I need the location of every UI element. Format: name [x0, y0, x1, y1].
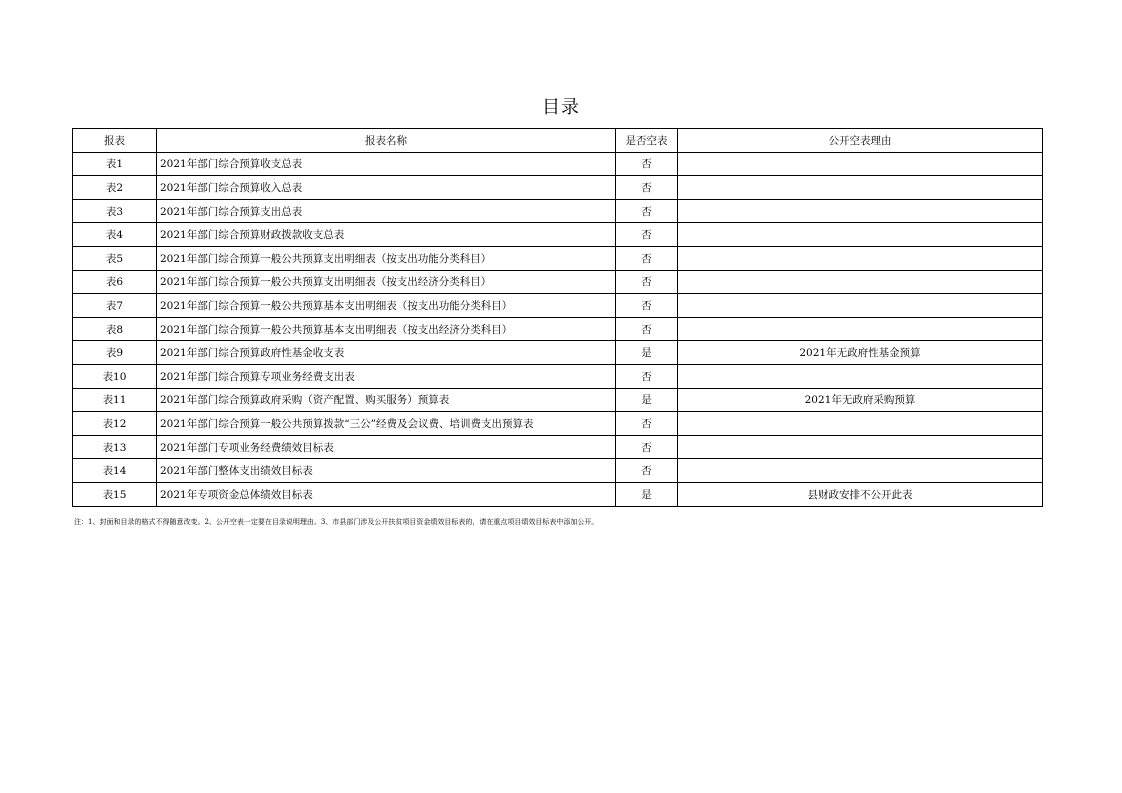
table-row — [73, 317, 1043, 341]
empty-reason — [678, 270, 1043, 294]
table-row — [73, 364, 1043, 388]
table-row — [73, 270, 1043, 294]
table-row — [73, 223, 1043, 247]
report-name: 2021年部门综合预算政府性基金收支表 — [157, 341, 616, 365]
table-row — [73, 459, 1043, 483]
report-name: 2021年部门综合预算收支总表 — [157, 152, 616, 176]
report-id: 表6 — [73, 270, 157, 294]
empty-reason — [678, 435, 1043, 459]
report-id: 表15 — [73, 482, 157, 506]
report-name: 2021年部门综合预算一般公共预算基本支出明细表（按支出经济分类科目） — [157, 317, 616, 341]
page-title: 目录 — [542, 97, 580, 118]
is-empty: 是 — [616, 388, 678, 412]
header-report-name: 报表名称 — [157, 129, 616, 153]
report-name: 2021年部门综合预算一般公共预算支出明细表（按支出经济分类科目） — [157, 270, 616, 294]
report-id: 表12 — [73, 412, 157, 436]
report-id: 表4 — [73, 223, 157, 247]
empty-reason: 县财政安排不公开此表 — [678, 482, 1043, 506]
empty-reason — [678, 223, 1043, 247]
table-row — [73, 199, 1043, 223]
report-id: 表3 — [73, 199, 157, 223]
table-row — [73, 176, 1043, 200]
report-name: 2021年部门综合预算一般公共预算支出明细表（按支出功能分类科目） — [157, 246, 616, 270]
report-id: 表1 — [73, 152, 157, 176]
report-name: 2021年部门专项业务经费绩效目标表 — [157, 435, 616, 459]
report-name: 2021年部门综合预算一般公共预算基本支出明细表（按支出功能分类科目） — [157, 294, 616, 318]
table-row — [73, 412, 1043, 436]
report-name: 2021年专项资金总体绩效目标表 — [157, 482, 616, 506]
table-header-row — [73, 129, 1043, 153]
table-row — [73, 435, 1043, 459]
report-id: 表7 — [73, 294, 157, 318]
is-empty: 否 — [616, 294, 678, 318]
empty-reason — [678, 459, 1043, 483]
is-empty: 是 — [616, 482, 678, 506]
table-row — [73, 482, 1043, 506]
report-id: 表2 — [73, 176, 157, 200]
header-is-empty: 是否空表 — [616, 129, 678, 153]
table-row — [73, 341, 1043, 365]
table-row — [73, 388, 1043, 412]
is-empty: 否 — [616, 223, 678, 247]
empty-reason — [678, 199, 1043, 223]
empty-reason — [678, 176, 1043, 200]
report-name: 2021年部门综合预算财政拨款收支总表 — [157, 223, 616, 247]
report-id: 表9 — [73, 341, 157, 365]
report-id: 表5 — [73, 246, 157, 270]
header-empty-reason: 公开空表理由 — [678, 129, 1043, 153]
report-name: 2021年部门综合预算政府采购（资产配置、购买服务）预算表 — [157, 388, 616, 412]
is-empty: 否 — [616, 246, 678, 270]
report-id: 表10 — [73, 364, 157, 388]
catalog-table — [72, 128, 1043, 507]
footnote: 注：1、封面和目录的格式不得随意改变。2、公开空表一定要在目录说明理由。3、市县部门涉及公开扶贫项目资金绩效目标表的，请在重点项目绩效目标表中添加公开。 — [74, 518, 599, 526]
is-empty: 否 — [616, 364, 678, 388]
is-empty: 否 — [616, 459, 678, 483]
empty-reason — [678, 317, 1043, 341]
report-id: 表13 — [73, 435, 157, 459]
is-empty: 否 — [616, 176, 678, 200]
report-name: 2021年部门综合预算支出总表 — [157, 199, 616, 223]
table-row — [73, 294, 1043, 318]
report-id: 表8 — [73, 317, 157, 341]
report-name: 2021年部门综合预算一般公共预算拨款“三公”经费及会议费、培训费支出预算表 — [157, 412, 616, 436]
report-id: 表11 — [73, 388, 157, 412]
report-name: 2021年部门整体支出绩效目标表 — [157, 459, 616, 483]
table-row — [73, 152, 1043, 176]
is-empty: 否 — [616, 317, 678, 341]
is-empty: 否 — [616, 152, 678, 176]
empty-reason — [678, 364, 1043, 388]
is-empty: 否 — [616, 412, 678, 436]
table-row — [73, 246, 1043, 270]
report-name: 2021年部门综合预算收入总表 — [157, 176, 616, 200]
empty-reason — [678, 246, 1043, 270]
empty-reason: 2021年无政府采购预算 — [678, 388, 1043, 412]
is-empty: 否 — [616, 199, 678, 223]
report-id: 表14 — [73, 459, 157, 483]
empty-reason: 2021年无政府性基金预算 — [678, 341, 1043, 365]
is-empty: 否 — [616, 435, 678, 459]
is-empty: 是 — [616, 341, 678, 365]
empty-reason — [678, 152, 1043, 176]
empty-reason — [678, 412, 1043, 436]
empty-reason — [678, 294, 1043, 318]
header-report: 报表 — [73, 129, 157, 153]
is-empty: 否 — [616, 270, 678, 294]
report-name: 2021年部门综合预算专项业务经费支出表 — [157, 364, 616, 388]
